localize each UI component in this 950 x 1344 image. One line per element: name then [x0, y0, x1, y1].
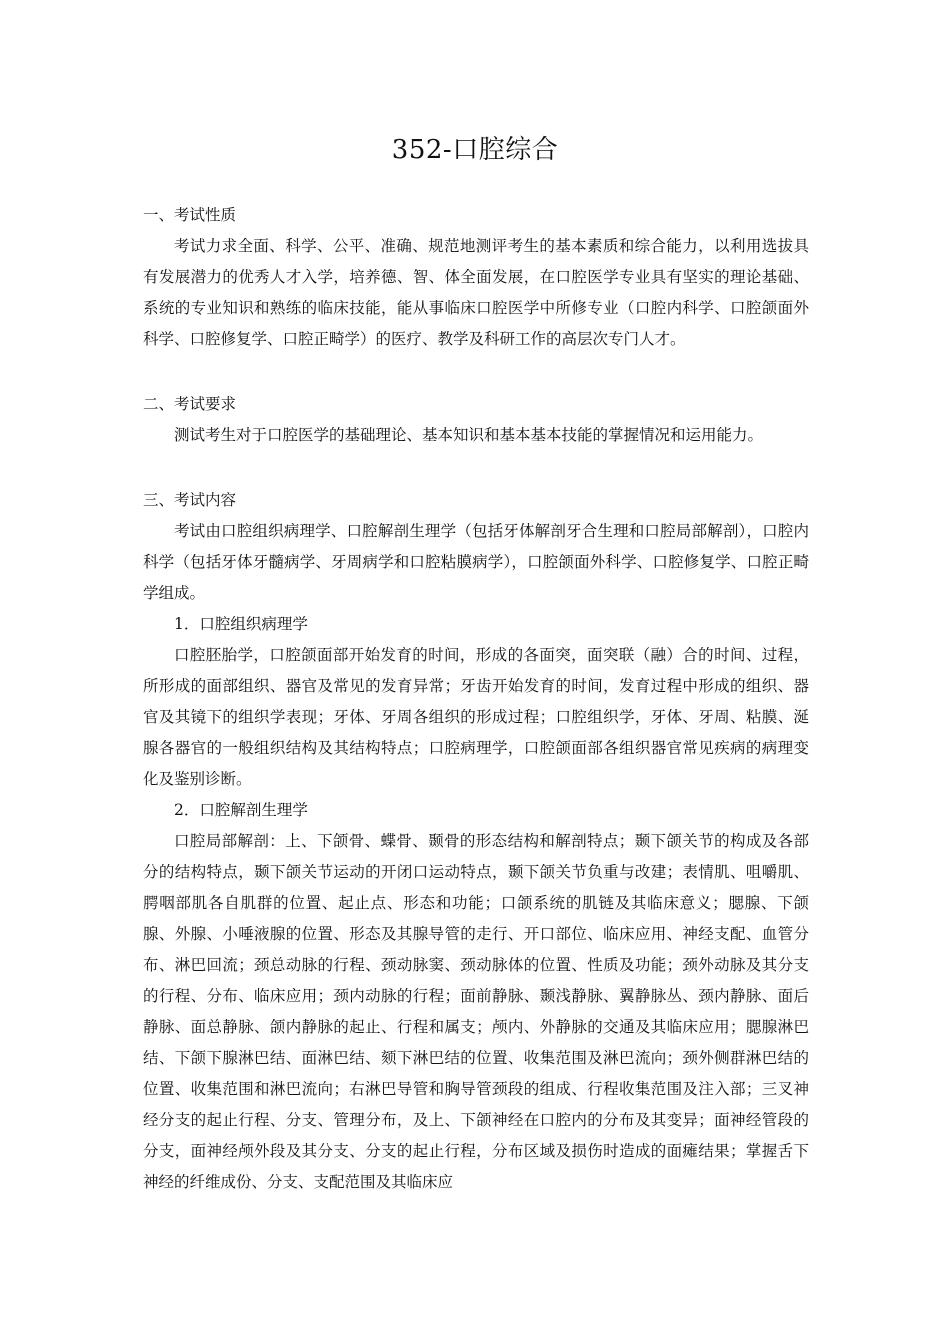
subsection-paragraph-oral-histopathology: 口腔胚胎学，口腔颌面部开始发育的时间，形成的各面突，面突联（融）合的时间、过程，所形成的面部组织、器官及常见的发育异常；牙齿开始发育的时间，发育过程中形成的组织、器官及其镜下的组织学表现；牙体、牙周各组织的形成过程；口腔组织学，牙体、牙周、粘膜、涎腺各器官的一般组织结构及其结构特点；口腔病理学，口腔颌面部各组织器官常见疾病的病理变化及鉴别诊断。 — [143, 646, 809, 788]
subsection-heading-oral-anatomy-physiology: 2．口腔解剖生理学 — [174, 801, 308, 819]
section-paragraph-content-intro: 考试由口腔组织病理学、口腔解剖生理学（包括牙体解剖牙合生理和口腔局部解剖），口腔内科学（包括牙体牙髓病学、牙周病学和口腔粘膜病学），口腔颌面外科学、口腔修复学、口腔正畸学组成。 — [143, 522, 809, 602]
subsection-heading-oral-histopathology: 1．口腔组织病理学 — [174, 615, 308, 633]
section-spacer — [143, 451, 809, 485]
document-body — [143, 200, 809, 1198]
document-title: 352-口腔综合 — [391, 135, 559, 165]
subsection-paragraph-oral-anatomy-physiology: 口腔局部解剖：上、下颌骨、蝶骨、颞骨的形态结构和解剖特点；颞下颌关节的构成及各部分的结构特点，颞下颌关节运动的开闭口运动特点，颞下颌关节负重与改建；表情肌、咀嚼肌、腭咽部肌各自肌群的位置、起止点、形态和功能；口颌系统的肌链及其临床意义；腮腺、下颌腺、外腺、小唾液腺的位置、形态及其腺导管的走行、开口部位、临床应用、神经支配、血管分布、淋巴回流；颈总动脉的行程、颈动脉窦、颈动脉体的位置、性质及功能；颈外动脉及其分支的行程、分布、临床应用；颈内动脉的行程；面前静脉、颞浅静脉、翼静脉丛、颈内静脉、面后静脉、面总静脉、颌内静脉的起止、行程和属支；颅内、外静脉的交通及其临床应用；腮腺淋巴结、下颌下腺淋巴结、面淋巴结、颏下淋巴结的位置、收集范围及淋巴流向；颈外侧群淋巴结的位置、收集范围和淋巴流向；右淋巴导管和胸导管颈段的组成、行程收集范围及注入部；三叉神经分支的起止行程、分支、管理分布，及上、下颌神经在口腔内的分布及其变异；面神经管段的分支，面神经颅外段及其分支、分支的起止行程，分布区域及损伤时造成的面瘫结果；掌握舌下神经的纤维成份、分支、支配范围及其临床应 — [143, 832, 809, 1191]
section-spacer — [143, 355, 809, 389]
section-heading-requirements: 二、考试要求 — [143, 395, 237, 413]
section-heading-content: 三、考试内容 — [143, 491, 237, 509]
section-heading-nature: 一、考试性质 — [143, 206, 237, 224]
section-paragraph-requirements: 测试考生对于口腔医学的基础理论、基本知识和基本基本技能的掌握情况和运用能力。 — [174, 426, 764, 444]
section-paragraph-nature: 考试力求全面、科学、公平、准确、规范地测评考生的基本素质和综合能力，以利用选拔具有发展潜力的优秀人才入学，培养德、智、体全面发展，在口腔医学专业具有坚实的理论基础、系统的专业知识和熟练的临床技能，能从事临床口腔医学中所修专业（口腔内科学、口腔颌面外科学、口腔修复学、口腔正畸学）的医疗、教学及科研工作的高层次专门人才。 — [143, 237, 809, 348]
